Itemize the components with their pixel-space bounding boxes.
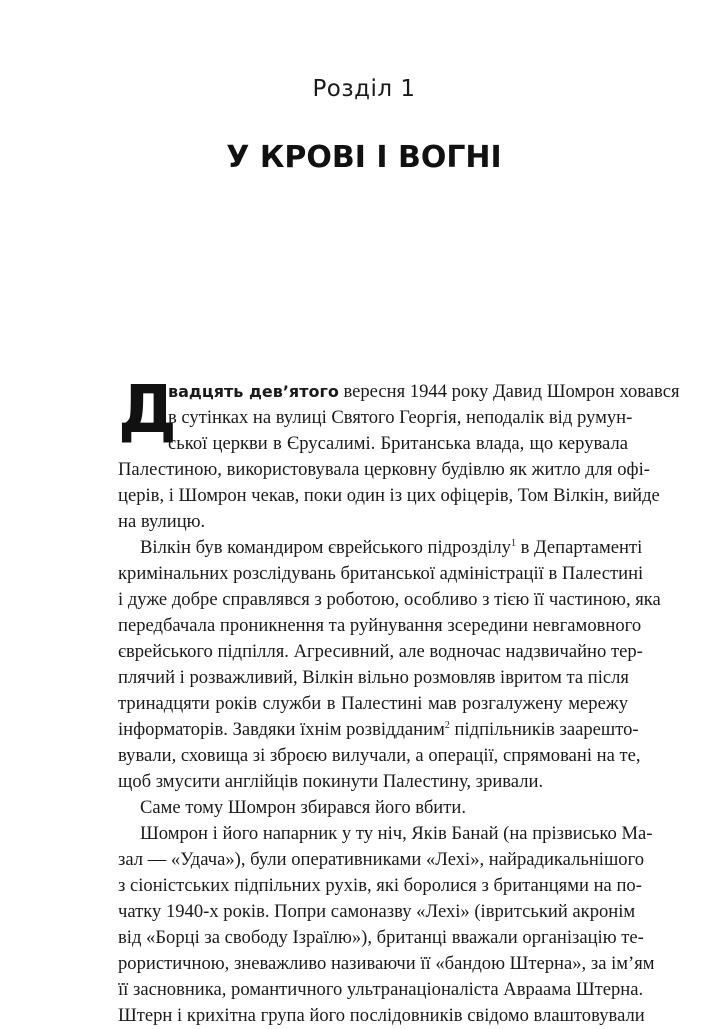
text-line: Вілкін був командиром єврейського підрозділу$^1$ в Департаменті xyxy=(140,537,643,558)
text-line: ської церкви в Єрусалимі. Британська влада, що керувала xyxy=(168,433,628,454)
footnote-mark[interactable]: 1 xyxy=(510,537,516,549)
text-line: вували, сховища зі зброєю вилучали, а операції, спрямовані на те, xyxy=(118,745,641,766)
text-line: вадцять дев’ятого вересня 1944 року Давид Шомрон ховався xyxy=(168,381,680,402)
text-line: зал — «Удача»), були оперативниками «Лехі», найрадикальнішого xyxy=(118,849,645,870)
text-line: інформаторів. Завдяки їхнім розвідданим$^2$ підпільників заарешто- xyxy=(118,719,639,740)
lead-in-text: вадцять дев’ятого xyxy=(168,382,339,401)
footnote-mark[interactable]: 2 xyxy=(444,719,450,731)
text-line: Штерн і крихітна група його послідовників свідомо влаштовували xyxy=(118,1005,645,1026)
text-line: плячий і розважливий, Вілкін вільно розмовляв івритом та після xyxy=(118,667,629,688)
text-line: кримінальних розслідувань британської адміністрації в Палестині xyxy=(118,563,644,584)
text-line: Шомрон і його напарник у ту ніч, Яків Банай (на прізвисько Ма- xyxy=(140,823,653,844)
text-line: від «Борці за свободу Ізраїлю»), британці вважали організацію те- xyxy=(118,927,644,948)
text-line: і дуже добре справлявся з роботою, особливо з тією її частиною, яка xyxy=(118,589,661,610)
text-line: в сутінках на вулиці Святого Георгія, неподалік від румун- xyxy=(168,407,633,428)
chapter-title: У КРОВІ І ВОГНІ xyxy=(226,140,502,175)
text-line: церів, і Шомрон чекав, поки один із цих офіцерів, Том Вілкін, вийде xyxy=(118,485,660,506)
text-line: її засновника, романтичного ультранаціоналіста Авраама Штерна. xyxy=(118,979,644,1000)
text-line: щоб змусити англійців покинути Палестину, зривали. xyxy=(118,771,544,792)
text-line: рористичною, зневажливо називаючи її «бандою Штерна», за ім’ям xyxy=(118,953,655,974)
drop-cap: Д xyxy=(118,371,177,448)
chapter-body xyxy=(118,371,680,1029)
text-line: на вулицю. xyxy=(118,511,206,532)
text-line: передбачала проникнення та руйнування зсередини невгамовного xyxy=(118,615,642,636)
text-line: тринадцяти років служби в Палестині мав розгалужену мережу xyxy=(118,693,628,714)
chapter-label: Розділ 1 xyxy=(312,76,416,102)
text-line: Палестиною, використовувала церковну будівлю як житло для офі- xyxy=(118,459,650,480)
text-line: чатку 1940-х років. Попри самоназву «Лехі» (івритський акронім xyxy=(118,901,636,922)
text-line: єврейського підпілля. Агресивний, але водночас надзвичайно тер- xyxy=(118,641,643,662)
text-line: Саме тому Шомрон збирався його вбити. xyxy=(140,797,466,818)
text-line: з сіоністських підпільних рухів, які боролися з британцями на по- xyxy=(118,875,642,896)
